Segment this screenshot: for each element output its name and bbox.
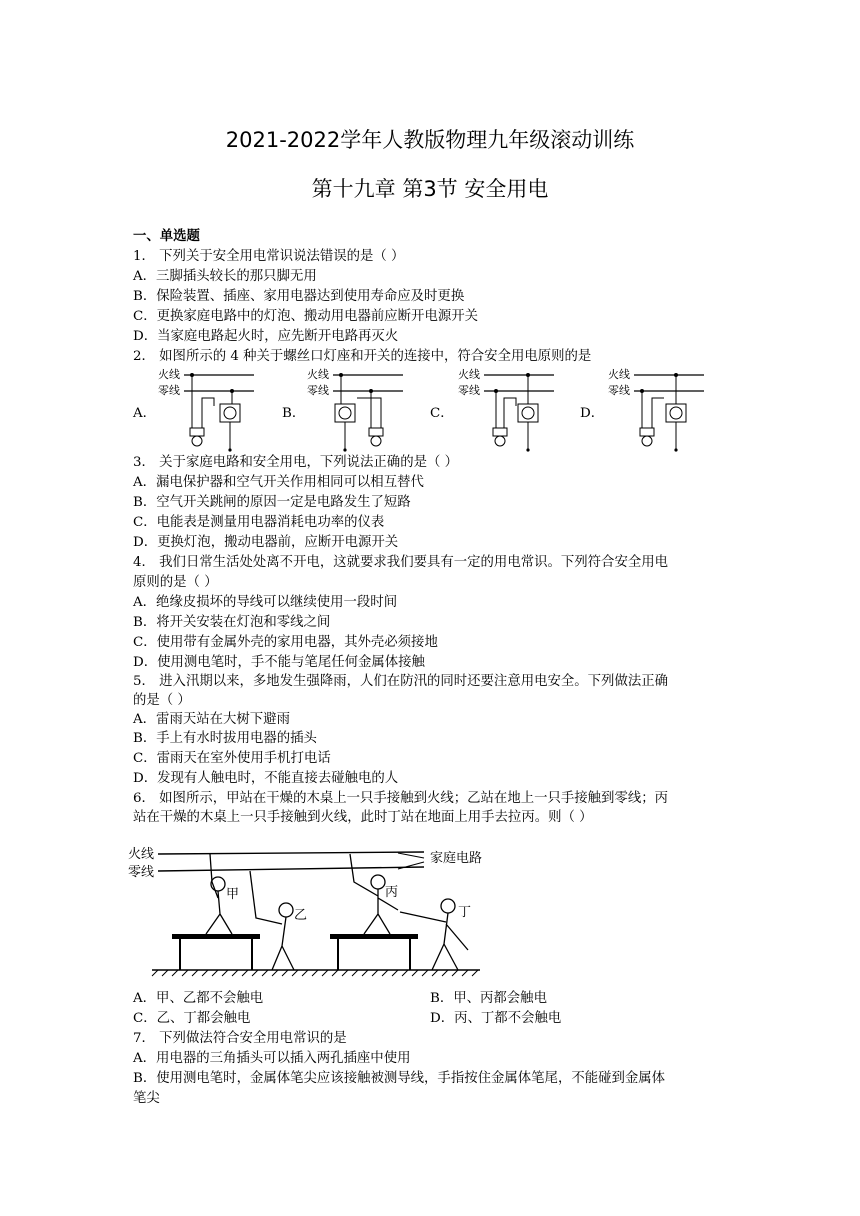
q7-option-b: B．使用测电笔时，金属体笔尖应该接触被测导线，手指按住金属体笔尾，不能碰到金属体 [133,1071,666,1086]
q2-option-d-label: D． [580,406,605,421]
lamp-socket-icon [190,428,204,436]
q2-option-b-label: B． [282,406,306,421]
q2-circuit-b [305,366,405,454]
neutral-wire-label: 零线 [458,384,480,397]
q2-circuit-a [156,366,256,454]
bulb-icon [371,436,381,446]
person-ding-label: 丁 [458,905,472,920]
q4-option-a: A．绝缘皮损坏的导线可以继续使用一段时间 [133,595,398,610]
person-yi-figure [250,871,294,970]
q2-circuit-c [456,366,556,454]
q3-option-c: C．电能表是测量用电器消耗电功率的仪表 [133,515,385,530]
live-wire-label: 火线 [158,368,180,381]
lamp-socket-icon [493,428,507,436]
neutral-wire-label: 零线 [307,384,329,397]
q6-stem-cont: 站在干燥的木桌上一只手接触到火线，此时丁站在地面上用手去拉丙。则（ ） [133,810,593,825]
neutral-wire-label: 零线 [608,384,630,397]
q5-option-a: A．雷雨天站在大树下避雨 [133,712,290,727]
bulb-icon [642,436,652,446]
q1-option-a: A．三脚插头较长的那只脚无用 [133,269,317,284]
q6-stem: 6． 如图所示，甲站在干燥的木桌上一只手接触到火线；乙站在地上一只手接触到零线；丙 [133,791,669,806]
q7-stem: 7． 下列做法符合安全用电常识的是 [133,1031,347,1046]
q1-stem: 1． 下列关于安全用电常识说法错误的是（ ） [133,249,405,264]
q1-option-d: D．当家庭电路起火时，应先断开电路再灭火 [133,329,399,344]
q3-option-b: B．空气开关跳闸的原因一定是电路发生了短路 [133,495,411,510]
q3-stem: 3． 关于家庭电路和安全用电，下列说法正确的是（ ） [133,455,459,470]
q6-option-d: D．丙、丁都不会触电 [430,1011,562,1026]
live-wire-label: 火线 [128,847,155,862]
lamp-socket-icon [640,428,654,436]
neutral-wire-label: 零线 [128,865,155,880]
q2-option-c-label: C． [430,406,454,421]
home-circuit-label: 家庭电路 [430,851,483,866]
q4-option-b: B．将开关安装在灯泡和零线之间 [133,615,331,630]
q6-option-a: A．甲、乙都不会触电 [133,991,264,1006]
q4-stem-cont: 原则的是（ ） [133,575,218,590]
q6-option-b: B．甲、丙都会触电 [430,991,547,1006]
q5-option-c: C．雷雨天在室外使用手机打电话 [133,751,331,766]
lamp-socket-icon [369,428,383,436]
q3-option-a: A．漏电保护器和空气开关作用相同可以相互替代 [133,475,424,490]
q3-option-d: D．更换灯泡，搬动电器前，应断开电源开关 [133,535,399,550]
q6-electrocution-figure [128,842,508,978]
q1-option-c: C．更换家庭电路中的灯泡、搬动用电器前应断开电源开关 [133,309,479,324]
q2-option-a-label: A． [133,406,157,421]
live-wire-label: 火线 [458,368,480,381]
section-heading: 一、单选题 [133,229,200,244]
q2-circuit-d [606,366,706,454]
neutral-wire-label: 零线 [158,384,180,397]
document-subtitle: 第十九章 第3节 安全用电 [311,177,549,201]
q5-stem-cont: 的是（ ） [133,693,191,708]
q7-option-a: A．用电器的三角插头可以插入两孔插座中使用 [133,1051,411,1066]
person-yi-label: 乙 [294,908,308,923]
q6-option-c: C．乙、丁都会触电 [133,1011,251,1026]
q5-option-d: D．发现有人触电时，不能直接去碰触电的人 [133,771,399,786]
q2-stem: 2． 如图所示的 4 种关于螺丝口灯座和开关的连接中，符合安全用电原则的是 [133,349,592,364]
q4-stem: 4． 我们日常生活处处离不开电，这就要求我们要具有一定的用电常识。下列符合安全用电 [133,555,669,570]
q7-option-b-cont: 笔尖 [133,1091,160,1106]
person-jia-label: 甲 [226,887,240,902]
q5-option-b: B．手上有水时拔用电器的插头 [133,731,317,746]
q4-option-d: D．使用测电笔时，手不能与笔尾任何金属体接触 [133,655,425,670]
q1-option-b: B．保险装置、插座、家用电器达到使用寿命应及时更换 [133,289,465,304]
bulb-icon [495,436,505,446]
q4-option-c: C．使用带有金属外壳的家用电器，其外壳必须接地 [133,635,438,650]
person-bing-label: 丙 [385,885,399,900]
live-wire-label: 火线 [608,368,630,381]
live-wire-label: 火线 [307,368,329,381]
bulb-icon [192,436,202,446]
q5-stem: 5． 进入汛期以来，多地发生强降雨，人们在防汛的同时还要注意用电安全。下列做法正确 [133,674,669,689]
document-title: 2021-2022学年人教版物理九年级滚动训练 [225,128,635,152]
